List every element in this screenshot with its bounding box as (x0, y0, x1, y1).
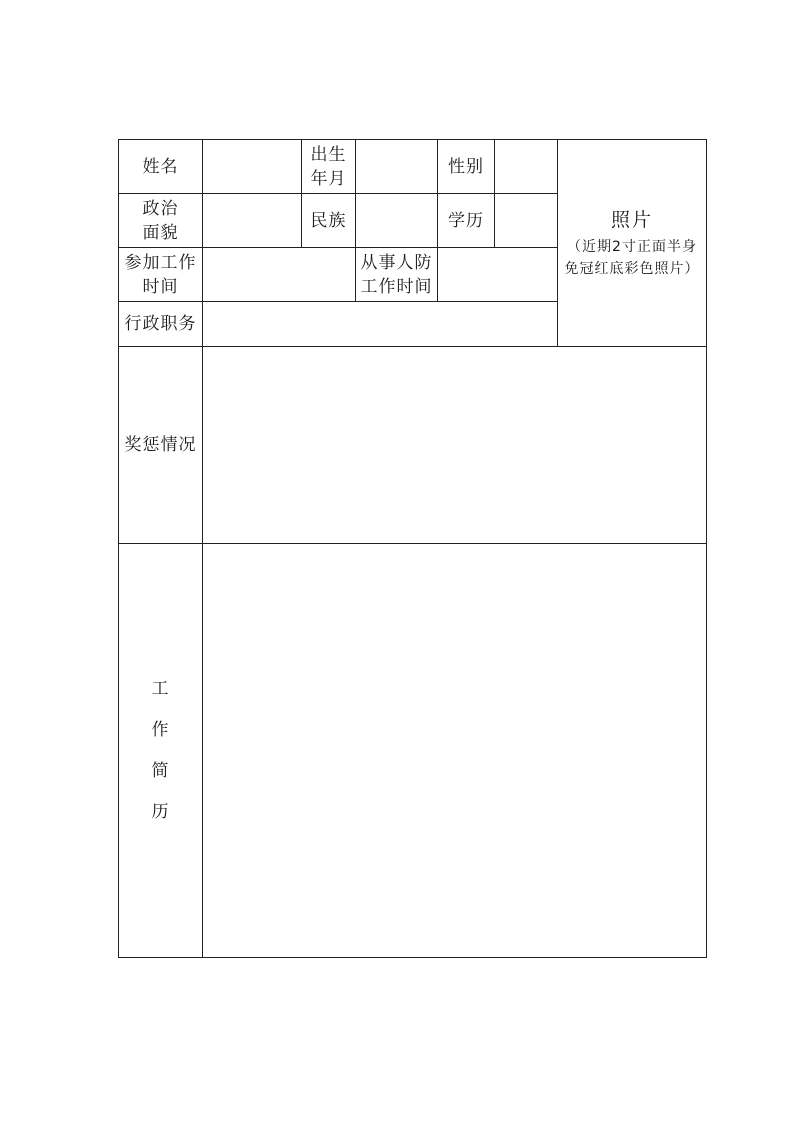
row-rewards (119, 347, 707, 544)
civil-defense-field[interactable] (438, 248, 558, 302)
political-field[interactable] (203, 194, 302, 248)
education-field[interactable] (495, 194, 558, 248)
name-label: 姓名 (119, 140, 203, 194)
row-basic-1 (119, 140, 707, 194)
civil-defense-label-line1: 从事人防 (360, 252, 433, 273)
resume-label-char-3: 简 (151, 761, 170, 781)
political-label (119, 194, 203, 248)
ethnicity-field[interactable] (356, 194, 438, 248)
birth-label-line1: 出生 (310, 144, 347, 165)
birth-label (302, 140, 356, 194)
position-label: 行政职务 (119, 302, 203, 347)
birth-label-line2: 年月 (310, 168, 347, 189)
name-field[interactable] (203, 140, 302, 194)
resume-label-char-1: 工 (151, 679, 170, 699)
civil-defense-label-line2: 工作时间 (360, 276, 433, 297)
resume-label-char-4: 历 (151, 802, 170, 822)
resume-field[interactable] (203, 544, 707, 958)
gender-field[interactable] (495, 140, 558, 194)
work-start-label-line2: 时间 (142, 276, 179, 297)
political-label-line1: 政治 (142, 198, 179, 219)
gender-label: 性别 (438, 140, 495, 194)
work-start-field[interactable] (203, 248, 356, 302)
birth-field[interactable] (356, 140, 438, 194)
photo-box[interactable] (558, 140, 707, 347)
resume-label (119, 544, 203, 958)
photo-note-line2: 免冠红底彩色照片） (564, 261, 700, 277)
resume-label-char-2: 作 (151, 720, 170, 740)
row-resume (119, 544, 707, 958)
rewards-field[interactable] (203, 347, 707, 544)
education-label: 学历 (438, 194, 495, 248)
ethnicity-label: 民族 (302, 194, 356, 248)
civil-defense-label (356, 248, 438, 302)
photo-note-line1: （近期2寸正面半身 (567, 239, 697, 255)
position-field[interactable] (203, 302, 558, 347)
personnel-info-table (118, 139, 707, 958)
work-start-label (119, 248, 203, 302)
photo-title: 照片 (610, 209, 653, 231)
rewards-label: 奖惩情况 (119, 347, 203, 544)
political-label-line2: 面貌 (142, 222, 179, 243)
work-start-label-line1: 参加工作 (124, 252, 197, 273)
